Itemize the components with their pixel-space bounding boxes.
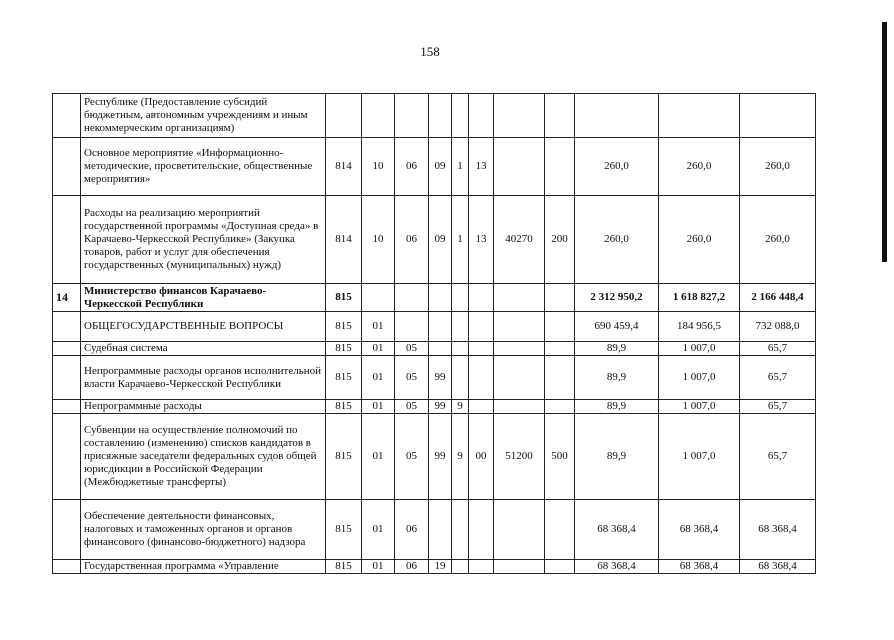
row-subsection-code: 05 bbox=[395, 342, 429, 356]
table-row bbox=[53, 356, 816, 400]
row-name: Государственная программа «Управление bbox=[81, 560, 326, 574]
row-target-code-subprogram bbox=[452, 356, 469, 400]
row-target-code-direction bbox=[494, 356, 545, 400]
row-expense-type bbox=[545, 138, 575, 196]
row-target-code-program bbox=[429, 94, 452, 138]
budget-table bbox=[52, 93, 816, 574]
row-number bbox=[53, 356, 81, 400]
row-expense-type: 200 bbox=[545, 196, 575, 284]
row-number bbox=[53, 94, 81, 138]
table-row bbox=[53, 312, 816, 342]
row-target-code-direction bbox=[494, 312, 545, 342]
table-row bbox=[53, 138, 816, 196]
row-amount-year-1: 89,9 bbox=[575, 400, 659, 414]
row-target-code-program: 09 bbox=[429, 138, 452, 196]
row-number bbox=[53, 138, 81, 196]
table-row bbox=[53, 94, 816, 138]
row-name: Непрограммные расходы органов исполнительной власти Карачаево-Черкесской Республики bbox=[81, 356, 326, 400]
row-expense-type bbox=[545, 312, 575, 342]
row-target-code-subprogram: 9 bbox=[452, 414, 469, 500]
row-expense-type bbox=[545, 356, 575, 400]
row-target-code-activity: 13 bbox=[469, 138, 494, 196]
row-grbs-code: 815 bbox=[326, 414, 362, 500]
row-amount-year-3: 65,7 bbox=[740, 400, 816, 414]
row-section-code: 10 bbox=[362, 196, 395, 284]
row-amount-year-1: 68 368,4 bbox=[575, 560, 659, 574]
row-expense-type bbox=[545, 560, 575, 574]
row-target-code-program bbox=[429, 312, 452, 342]
row-subsection-code: 06 bbox=[395, 138, 429, 196]
row-amount-year-3: 65,7 bbox=[740, 356, 816, 400]
row-amount-year-1: 690 459,4 bbox=[575, 312, 659, 342]
row-name: Судебная система bbox=[81, 342, 326, 356]
row-amount-year-2: 1 618 827,2 bbox=[659, 284, 740, 312]
row-expense-type bbox=[545, 500, 575, 560]
row-target-code-program bbox=[429, 500, 452, 560]
row-amount-year-2: 68 368,4 bbox=[659, 500, 740, 560]
budget-table-body bbox=[53, 94, 816, 574]
row-target-code-activity bbox=[469, 94, 494, 138]
row-target-code-subprogram: 1 bbox=[452, 138, 469, 196]
row-target-code-program: 99 bbox=[429, 414, 452, 500]
row-target-code-subprogram bbox=[452, 284, 469, 312]
row-amount-year-2: 1 007,0 bbox=[659, 342, 740, 356]
row-name: Расходы на реализацию мероприятий государственной программы «Доступная среда» в Карачаево-Черкесской Республике» (Закупка товаров, работ и услуг для обеспечения государственных (муниципальных) нужд) bbox=[81, 196, 326, 284]
table-row bbox=[53, 342, 816, 356]
row-target-code-activity bbox=[469, 500, 494, 560]
row-subsection-code: 05 bbox=[395, 414, 429, 500]
row-amount-year-3: 732 088,0 bbox=[740, 312, 816, 342]
row-amount-year-3: 68 368,4 bbox=[740, 560, 816, 574]
row-grbs-code bbox=[326, 94, 362, 138]
row-target-code-direction bbox=[494, 560, 545, 574]
row-target-code-subprogram bbox=[452, 342, 469, 356]
row-amount-year-2: 184 956,5 bbox=[659, 312, 740, 342]
row-subsection-code: 06 bbox=[395, 500, 429, 560]
row-subsection-code bbox=[395, 284, 429, 312]
scan-edge-mark bbox=[882, 22, 887, 262]
row-amount-year-1: 260,0 bbox=[575, 196, 659, 284]
row-section-code bbox=[362, 284, 395, 312]
row-target-code-program bbox=[429, 284, 452, 312]
row-target-code-direction: 40270 bbox=[494, 196, 545, 284]
row-target-code-subprogram bbox=[452, 94, 469, 138]
table-row bbox=[53, 500, 816, 560]
row-number: 14 bbox=[53, 284, 81, 312]
row-amount-year-3: 65,7 bbox=[740, 342, 816, 356]
row-target-code-program: 99 bbox=[429, 400, 452, 414]
row-number bbox=[53, 196, 81, 284]
row-expense-type bbox=[545, 400, 575, 414]
row-amount-year-3: 68 368,4 bbox=[740, 500, 816, 560]
row-number bbox=[53, 414, 81, 500]
row-name: ОБЩЕГОСУДАРСТВЕННЫЕ ВОПРОСЫ bbox=[81, 312, 326, 342]
row-section-code: 01 bbox=[362, 500, 395, 560]
row-target-code-program: 99 bbox=[429, 356, 452, 400]
row-name: Субвенции на осуществление полномочий по составлению (изменению) списков кандидатов в присяжные заседатели федеральных судов общей юрисдикции в Российской Федерации (Межбюджетные трансферты) bbox=[81, 414, 326, 500]
row-name: Министерство финансов Карачаево-Черкесской Республики bbox=[81, 284, 326, 312]
row-section-code: 01 bbox=[362, 560, 395, 574]
row-amount-year-1: 2 312 950,2 bbox=[575, 284, 659, 312]
row-grbs-code: 815 bbox=[326, 356, 362, 400]
row-number bbox=[53, 500, 81, 560]
row-grbs-code: 815 bbox=[326, 400, 362, 414]
row-grbs-code: 815 bbox=[326, 284, 362, 312]
row-target-code-activity: 13 bbox=[469, 196, 494, 284]
table-row bbox=[53, 196, 816, 284]
row-subsection-code: 06 bbox=[395, 560, 429, 574]
table-row bbox=[53, 284, 816, 312]
row-subsection-code: 06 bbox=[395, 196, 429, 284]
row-number bbox=[53, 342, 81, 356]
row-target-code-subprogram: 1 bbox=[452, 196, 469, 284]
row-subsection-code bbox=[395, 312, 429, 342]
row-number bbox=[53, 400, 81, 414]
row-section-code: 01 bbox=[362, 414, 395, 500]
row-amount-year-1: 68 368,4 bbox=[575, 500, 659, 560]
row-target-code-direction bbox=[494, 94, 545, 138]
row-section-code: 01 bbox=[362, 356, 395, 400]
row-target-code-direction bbox=[494, 138, 545, 196]
row-subsection-code: 05 bbox=[395, 356, 429, 400]
row-section-code: 10 bbox=[362, 138, 395, 196]
row-amount-year-2: 260,0 bbox=[659, 196, 740, 284]
row-target-code-subprogram bbox=[452, 500, 469, 560]
row-amount-year-3 bbox=[740, 94, 816, 138]
row-target-code-subprogram: 9 bbox=[452, 400, 469, 414]
row-expense-type: 500 bbox=[545, 414, 575, 500]
row-amount-year-3: 260,0 bbox=[740, 196, 816, 284]
row-amount-year-2: 260,0 bbox=[659, 138, 740, 196]
row-target-code-activity bbox=[469, 342, 494, 356]
row-amount-year-1: 89,9 bbox=[575, 356, 659, 400]
table-row bbox=[53, 560, 816, 574]
row-target-code-direction bbox=[494, 500, 545, 560]
row-expense-type bbox=[545, 342, 575, 356]
row-expense-type bbox=[545, 94, 575, 138]
row-section-code: 01 bbox=[362, 400, 395, 414]
row-name: Обеспечение деятельности финансовых, налоговых и таможенных органов и органов финансового (финансово-бюджетного) надзора bbox=[81, 500, 326, 560]
row-number bbox=[53, 312, 81, 342]
row-section-code: 01 bbox=[362, 342, 395, 356]
row-target-code-activity bbox=[469, 312, 494, 342]
row-target-code-subprogram bbox=[452, 560, 469, 574]
row-grbs-code: 815 bbox=[326, 342, 362, 356]
row-subsection-code bbox=[395, 94, 429, 138]
table-row bbox=[53, 414, 816, 500]
row-amount-year-2: 1 007,0 bbox=[659, 414, 740, 500]
row-target-code-direction bbox=[494, 400, 545, 414]
row-amount-year-2 bbox=[659, 94, 740, 138]
row-amount-year-1 bbox=[575, 94, 659, 138]
row-target-code-activity bbox=[469, 400, 494, 414]
row-target-code-activity bbox=[469, 560, 494, 574]
row-subsection-code: 05 bbox=[395, 400, 429, 414]
row-target-code-program: 09 bbox=[429, 196, 452, 284]
row-target-code-direction: 51200 bbox=[494, 414, 545, 500]
row-grbs-code: 815 bbox=[326, 312, 362, 342]
row-amount-year-1: 260,0 bbox=[575, 138, 659, 196]
row-amount-year-1: 89,9 bbox=[575, 414, 659, 500]
row-amount-year-3: 65,7 bbox=[740, 414, 816, 500]
table-row bbox=[53, 400, 816, 414]
row-target-code-activity bbox=[469, 356, 494, 400]
row-grbs-code: 814 bbox=[326, 196, 362, 284]
row-number bbox=[53, 560, 81, 574]
row-grbs-code: 815 bbox=[326, 560, 362, 574]
row-amount-year-2: 1 007,0 bbox=[659, 400, 740, 414]
row-name: Основное мероприятие «Информационно-методические, просветительские, общественные мероприятия» bbox=[81, 138, 326, 196]
row-name: Республике (Предоставление субсидий бюджетным, автономным учреждениям и иным некоммерческим организациям) bbox=[81, 94, 326, 138]
row-grbs-code: 815 bbox=[326, 500, 362, 560]
row-target-code-direction bbox=[494, 284, 545, 312]
row-amount-year-1: 89,9 bbox=[575, 342, 659, 356]
row-target-code-subprogram bbox=[452, 312, 469, 342]
row-amount-year-2: 68 368,4 bbox=[659, 560, 740, 574]
row-target-code-activity bbox=[469, 284, 494, 312]
row-expense-type bbox=[545, 284, 575, 312]
page-number: 158 bbox=[420, 44, 440, 59]
row-target-code-direction bbox=[494, 342, 545, 356]
row-section-code bbox=[362, 94, 395, 138]
row-target-code-activity: 00 bbox=[469, 414, 494, 500]
row-amount-year-3: 260,0 bbox=[740, 138, 816, 196]
row-target-code-program bbox=[429, 342, 452, 356]
row-grbs-code: 814 bbox=[326, 138, 362, 196]
row-amount-year-3: 2 166 448,4 bbox=[740, 284, 816, 312]
row-target-code-program: 19 bbox=[429, 560, 452, 574]
row-name: Непрограммные расходы bbox=[81, 400, 326, 414]
row-section-code: 01 bbox=[362, 312, 395, 342]
row-amount-year-2: 1 007,0 bbox=[659, 356, 740, 400]
